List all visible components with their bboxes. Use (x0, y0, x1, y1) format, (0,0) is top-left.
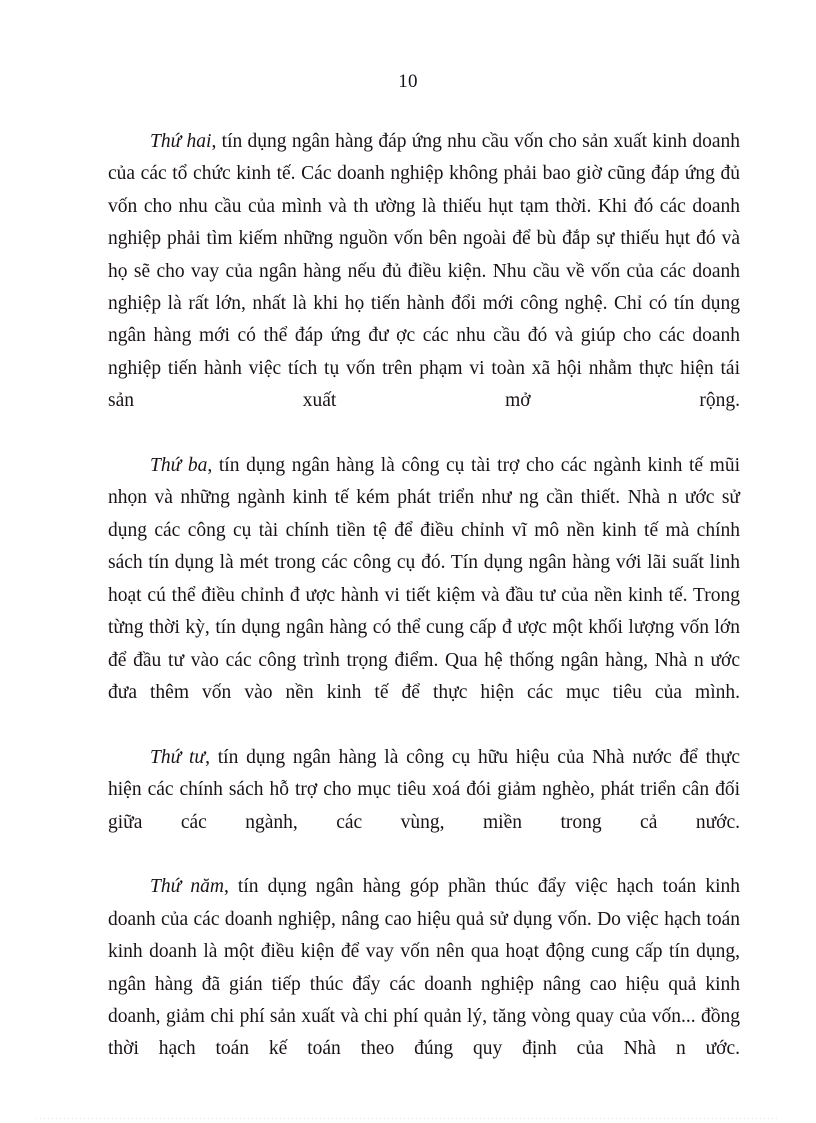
document-body (108, 126, 740, 1098)
paragraph-thu-tu (108, 742, 740, 872)
paragraph-thu-nam (108, 871, 740, 1098)
paragraph-text-thu-hai: , tín dụng ngân hàng đáp ứng nhu cầu vốn cho sản xuất kinh doanh của các tổ chức kinh tế. Các doanh nghiệp không phải bao giờ cũng đáp ứng đủ vốn cho nhu cầu của mình và th ường là thiếu hụt tạm thời. Khi đó các doanh nghiệp phải tìm kiếm những nguồn vốn bên ngoài để bù đắp sự thiếu hụt đó và họ sẽ cho vay của ngân hàng nếu đủ điều kiện. Nhu cầu về vốn của các doanh nghiệp là rất lớn, nhất là khi họ tiến hành đổi mới công nghệ. Chỉ có tín dụng ngân hàng mới có thể đáp ứng đư ợc các nhu cầu đó và giúp cho các doanh nghiệp tiến hành việc tích tụ vốn trên phạm vi toàn xã hội nhằm thực hiện tái sản xuất mở rộng. (108, 131, 740, 412)
paragraph-lead-thu-hai: Thứ hai (150, 131, 212, 152)
paragraph-lead-thu-nam: Thứ năm (150, 876, 224, 898)
paragraph-lead-thu-ba: Thứ ba (150, 455, 208, 477)
paragraph-text-thu-ba: , tín dụng ngân hàng là công cụ tài trợ cho các ngành kinh tế mũi nhọn và những ngành kinh tế kém phát triển như ng cần thiết. Nhà n ước sử dụng các công cụ tài chính tiền tệ để điều chỉnh vĩ mô nền kinh tế mà chính sách tín dụng là mét trong các công cụ đó. Tín dụng ngân hàng với lãi suất linh hoạt cú thể điều chỉnh đ ược hành vi tiết kiệm và đầu tư của nền kinh tế. Trong từng thời kỳ, tín dụng ngân hàng có thể cung cấp đ ược một khối lượng vốn lớn để đầu tư vào các công trình trọng điểm. Qua hệ thống ngân hàng, Nhà n ước đưa thêm vốn vào nền kinh tế để thực hiện các mục tiêu của mình. (108, 455, 740, 703)
paragraph-lead-thu-tu: Thứ tư (150, 746, 206, 768)
scan-edge-artifact (36, 1118, 780, 1119)
paragraph-text-thu-nam: , tín dụng ngân hàng góp phần thúc đẩy việc hạch toán kinh doanh của các doanh nghiệp, nâng cao hiệu quả sử dụng vốn. Do việc hạch toán kinh doanh là một điều kiện để vay vốn nên qua hoạt động cung cấp tín dụng, ngân hàng đã gián tiếp thúc đẩy các doanh nghiệp nâng cao hiệu quả kinh doanh, giảm chi phí sản xuất và chi phí quản lý, tăng vòng quay của vốn... đồng thời hạch toán kế toán theo đúng quy định của Nhà n ước. (108, 876, 741, 1060)
paragraph-thu-hai (108, 126, 740, 450)
paragraph-text-thu-tu: , tín dụng ngân hàng là công cụ hữu hiệu của Nhà nước để thực hiện các chính sách hỗ trợ cho mục tiêu xoá đói giảm nghèo, phát triển cân đối giữa các ngành, các vùng, miền trong cả nước. (108, 746, 740, 833)
page-number: 10 (398, 71, 418, 92)
paragraph-thu-ba (108, 450, 740, 742)
